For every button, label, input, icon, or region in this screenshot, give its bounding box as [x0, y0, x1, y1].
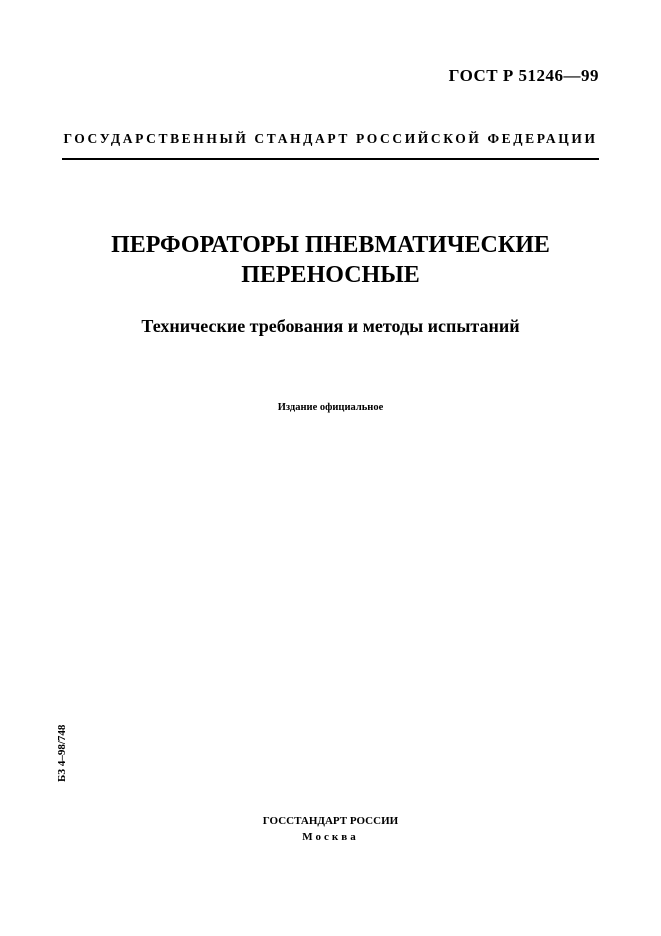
header-divider [62, 158, 599, 160]
document-subtitle: Технические требования и методы испытаний [141, 316, 520, 336]
issuing-authority-heading: ГОСУДАРСТВЕННЫЙ СТАНДАРТ РОССИЙСКОЙ ФЕДЕРАЦИИ [63, 131, 598, 146]
publisher-city: Москва [302, 831, 359, 843]
publisher-name: ГОССТАНДАРТ РОССИИ [262, 815, 399, 827]
side-catalog-code: БЗ 4–98/748 [56, 724, 68, 782]
publisher-block [200, 813, 461, 845]
title-line-1: ПЕРФОРАТОРЫ ПНЕВМАТИЧЕСКИЕ [111, 232, 550, 258]
document-title [40, 230, 621, 290]
standard-number: ГОСТ Р 51246—99 [448, 66, 599, 85]
title-line-2: ПЕРЕНОСНЫЕ [241, 262, 420, 288]
edition-note: Издание официальное [277, 402, 384, 413]
